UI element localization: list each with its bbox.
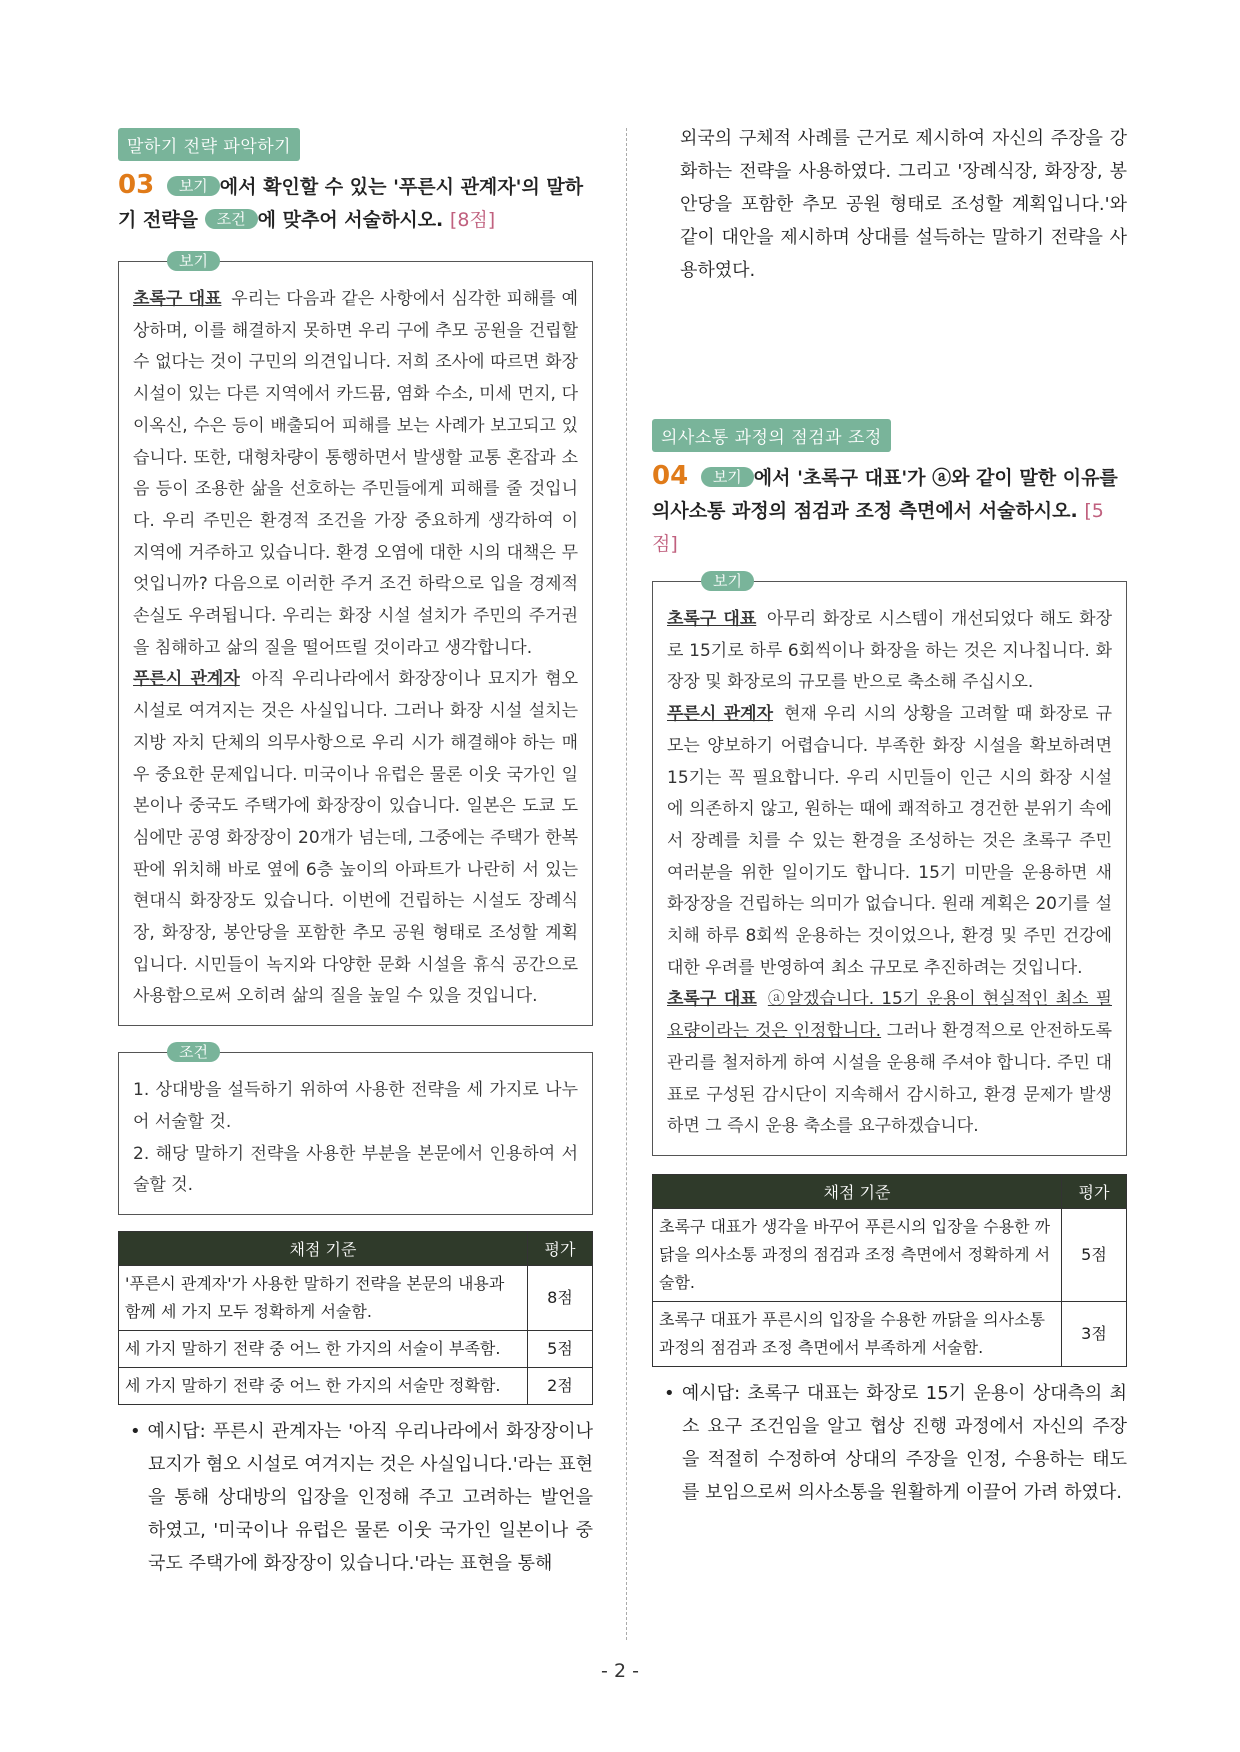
speaker-label: 초록구 대표 [133,289,222,309]
header-score: 평가 [528,1231,593,1265]
question-text: 에서 '초록구 대표'가 ⓐ와 같이 말한 이유를 의사소통 과정의 점검과 조정 측면에서 서술하시오. [652,467,1118,522]
condition-item: 1. 상대방을 설득하기 위하여 사용한 전략을 세 가지로 나누어 서술할 것. [133,1080,578,1132]
dialogue-turn [667,604,1112,699]
criteria-cell: 초록구 대표가 푸른시의 입장을 수용한 까닭을 의사소통 과정의 점검과 조정 측면에서 부족하게 서술함. [653,1301,1062,1366]
example-box-label: 보기 [701,571,754,591]
score-cell: 5점 [1062,1208,1127,1301]
section-tag-q4: 의사소통 과정의 점검과 조정 [652,419,891,452]
score-cell: 3점 [1062,1301,1127,1366]
dialogue-text: 아직 우리나라에서 화장장이나 묘지가 혐오 시설로 여겨지는 것은 사실입니다. 그러나 화장 시설 설치는 지방 자치 단체의 의무사항으로 우리 시가 해결해야 하는 매우 중요한 문제입니다. 미국이나 유럽은 물론 이웃 국가인 일본이나 중국도 주택가에 화장장이 있습니다. 일본은 도쿄 도심에만 공영 화장장이 20개가 넘는데, 그중에는 주택가 한복판에 위치해 바로 옆에 6층 높이의 아파트가 나란히 서 있는 현대식 화장장도 있습니다. 이번에 건립하는 시설도 장례식장, 화장장, 봉안당을 포함한 추모 공원 형태로 조성할 계획입니다. 시민들이 녹지와 다양한 문화 시설을 휴식 공간으로 사용함으로써 오히려 삶의 질을 높일 수 있을 것입니다. [133,669,579,1007]
condition-item: 2. 해당 말하기 전략을 사용한 부분을 본문에서 인용하여 서술할 것. [133,1143,578,1196]
score-cell: 2점 [528,1367,593,1404]
criteria-cell: 세 가지 말하기 전략 중 어느 한 가지의 서술이 부족함. [119,1330,528,1367]
score-cell: 8점 [528,1265,593,1330]
dialogue-turn [667,699,1112,984]
example-box-q4 [652,572,1127,1156]
page-number: - 2 - [601,1660,639,1682]
question-points: [5점] [652,500,1104,555]
header-score: 평가 [1062,1174,1127,1208]
table-header-row [653,1174,1127,1208]
dialogue-text: 아무리 화장로 시스템이 개선되었다 해도 화장로 15기로 하루 6회씩이나 화장을 하는 것은 지나칩니다. 화장장 및 화장로의 규모를 반으로 축소해 주십시오. [667,609,1112,693]
speaker-label: 초록구 대표 [667,989,757,1010]
condition-box-label: 조건 [167,1042,220,1062]
right-column [652,128,1127,1509]
question-number: 04 [652,461,689,491]
speaker-label: 초록구 대표 [667,609,757,629]
table-row [653,1301,1127,1366]
example-box-q3 [118,252,593,1026]
score-cell: 5점 [528,1330,593,1367]
speaker-label: 푸른시 관계자 [667,704,774,725]
speaker-label: 푸른시 관계자 [133,669,240,690]
header-criteria: 채점 기준 [119,1231,528,1265]
example-answer-q3-continued: 외국의 구체적 사례를 근거로 제시하여 자신의 주장을 강화하는 전략을 사용하였다. 그리고 '장례식장, 화장장, 봉안당을 포함한 추모 공원 형태로 조성할 계획입니다.'와 같이 대안을 제시하며 상대를 설득하는 말하기 전략을 사용하였다. [680,128,1127,281]
question-number: 03 [118,170,155,200]
example-answer-q3: • 예시답: 푸른시 관계자는 '아직 우리나라에서 화장장이나 묘지가 혐오 시설로 여겨지는 것은 사실입니다.'라는 표현을 통해 상대방의 입장을 인정해 주고 고려하는 발언을 하였고, '미국이나 유럽은 물론 이웃 국가인 일본이나 중국도 주택가에 화장장이 있습니다.'라는 표현을 통해 [130,1420,593,1574]
q4-header [652,419,1127,452]
condition-pill: 조건 [205,209,258,229]
dialogue-text: 우리는 다음과 같은 사항에서 심각한 피해를 예상하며, 이를 해결하지 못하면 우리 구에 추모 공원을 건립할 수 없다는 것이 구민의 의견입니다. 저희 조사에 따르면 화장 시설이 있는 다른 지역에서 카드뮴, 염화 수소, 미세 먼지, 다이옥신, 수은 등이 배출되어 피해를 보는 사례가 보고되고 있습니다. 또한, 대형차량이 통행하면서 발생할 교통 혼잡과 소음 등이 조용한 삶을 선호하는 주민들에게 피해를 줄 것입니다. 우리 주민은 환경적 조건을 가장 중요하게 생각하여 이 지역에 거주하고 있습니다. 환경 오염에 대한 시의 대책은 무엇입니까? 다음으로 이러한 주거 조건 하락으로 입을 경제적 손실도 우려됩니다. 우리는 화장 시설 설치가 주민의 주거권을 침해하고 삶의 질을 떨어뜨릴 것이라고 생각합니다. [133,289,578,658]
question-04 [652,460,1127,561]
example-pill: 보기 [167,176,220,196]
underlined-quote-a: ⓐ알겠습니다. 15기 운용이 현실적인 최소 필요량이라는 것은 인정합니다. [667,989,1112,1042]
table-row [119,1265,593,1330]
grading-table-q4 [652,1174,1127,1367]
question-points: [8점] [449,209,496,231]
dialogue-turn [133,284,578,664]
dialogue-turn [667,984,1112,1143]
criteria-cell: 세 가지 말하기 전략 중 어느 한 가지의 서술만 정확함. [119,1367,528,1404]
table-row [653,1208,1127,1301]
criteria-cell: 초록구 대표가 생각을 바꾸어 푸른시의 입장을 수용한 까닭을 의사소통 과정의 점검과 조정 측면에서 정확하게 서술함. [653,1208,1062,1301]
question-text-part1: 에서 확인할 수 있는 '푸른시 관계자'의 말하기 전략을 [118,176,584,231]
grading-table-q3 [118,1231,593,1405]
example-pill: 보기 [701,467,754,487]
dialogue-text: 현재 우리 시의 상황을 고려할 때 화장로 규모는 양보하기 어렵습니다. 부족한 화장 시설을 확보하려면 15기는 꼭 필요합니다. 우리 시민들이 인근 시의 화장 시설에 의존하지 않고, 원하는 때에 쾌적하고 경건한 분위기 속에서 장례를 치를 수 있는 환경을 조성하는 것은 초록구 주민 여러분을 위한 일이기도 합니다. 15기 미만을 운용하면 새 화장장을 건립하는 의미가 없습니다. 원래 계획은 20기를 설치해 하루 8회씩 운용하는 것이었으나, 환경 및 주민 건강에 대한 우려를 반영하여 최소 규모로 추진하려는 것입니다. [667,704,1113,978]
column-divider [626,128,627,1640]
criteria-cell: '푸른시 관계자'가 사용한 말하기 전략을 본문의 내용과 함께 세 가지 모두 정확하게 서술함. [119,1265,528,1330]
question-text-part2: 에 맞추어 서술하시오. [257,209,444,231]
table-row [119,1367,593,1404]
left-column [118,128,593,1580]
dialogue-turn [133,664,578,1013]
header-criteria: 채점 기준 [653,1174,1062,1208]
example-answer-q4: • 예시답: 초록구 대표는 화장로 15기 운용이 상대측의 최소 요구 조건임을 알고 협상 진행 과정에서 자신의 주장을 적절히 수정하여 상대의 주장을 인정, 수용하는 태도를 보임으로써 의사소통을 원활하게 이끌어 가려 하였다. [664,1382,1127,1503]
condition-box-q3 [118,1043,593,1215]
example-box-label: 보기 [167,251,220,271]
table-header-row [119,1231,593,1265]
question-03 [118,169,593,237]
dialogue-text: 그러나 환경적으로 안전하도록 관리를 철저하게 하여 시설을 운용해 주셔야 합니다. 주민 대표로 구성된 감시단이 지속해서 감시하고, 환경 문제가 발생하면 그 즉시 운용 축소를 요구하겠습니다. [667,1021,1113,1137]
section-tag-q3: 말하기 전략 파악하기 [118,128,300,161]
table-row [119,1330,593,1367]
